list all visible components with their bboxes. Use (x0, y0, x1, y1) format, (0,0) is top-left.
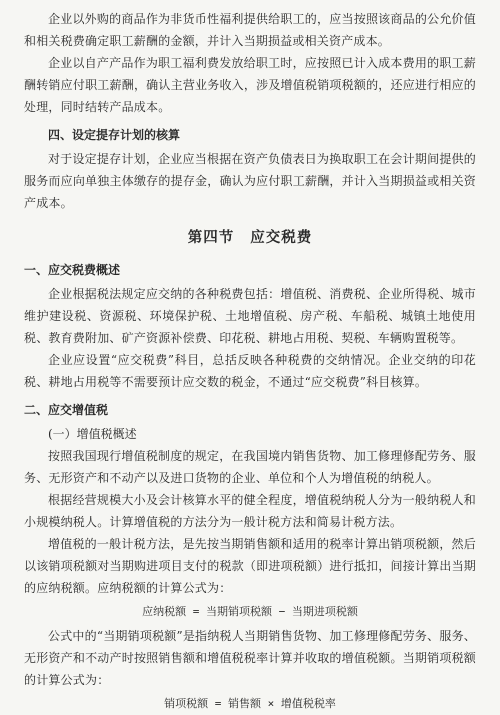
paragraph: 根据经营规模大小及会计核算水平的健全程度，增值税纳税人分为一般纳税人和小规模纳税人。计算增值税的方法分为一般计税方法和简易计税方法。 (24, 493, 476, 529)
paragraph: 按照我国现行增值税制度的规定，在我国境内销售货物、加工修理修配劳务、服务、无形资产和不动产以及进口货物的企业、单位和个人为增值税的纳税人。 (24, 449, 476, 485)
paragraph: 企业应设置“应交税费”科目，总括反映各种税费的交纳情况。企业交纳的印花税、耕地占用税等不需要预计应交数的税金，不通过“应交税费”科目核算。 (24, 353, 476, 389)
paragraph: 企业以自产产品作为职工福利费发放给职工时，应按照已计入成本费用的职工薪酬转销应付职工薪酬，确认主营业务收入，涉及增值税销项税额的，还应进行相应的处理，同时结转产品成本。 (24, 56, 476, 114)
section-title (24, 226, 476, 247)
paragraph: 公式中的“当期销项税额”是指纳税人当期销售货物、加工修理修配劳务、服务、无形资产和不动产时按照销售额和增值税税率计算并收取的增值税额。当期销项税额的计算公式为： (24, 629, 476, 687)
paragraph: 对于设定提存计划，企业应当根据在资产负债表日为换取职工在会计期间提供的服务而应向单独主体缴存的提存金，确认为应付职工薪酬，并计入当期损益或相关资产成本。 (24, 152, 476, 210)
formula: 销项税额 = 销售额 × 增值税税率 (164, 697, 336, 710)
heading-level-2: 二、应交增值税 (24, 403, 109, 417)
paragraph: 企业以外购的商品作为非货币性福利提供给职工的，应当按照该商品的公允价值和相关税费确定职工薪酬的金额，并计入当期损益或相关资产成本。 (24, 12, 476, 48)
paragraph: 增值税的一般计税方法，是先按当期销售额和适用的税率计算出销项税额，然后以该销项税额对当期购进项目支付的税款（即进项税额）进行抵扣，间接计算出当期的应纳税额。应纳税额的计算公式为： (24, 537, 476, 595)
heading-level-3: (一）增值税概述 (48, 427, 137, 441)
paragraph: 企业根据税法规定应交纳的各种税费包括：增值税、消费税、企业所得税、城市维护建设税、资源税、环境保护税、土地增值税、房产税、车船税、城镇土地使用税、教育费附加、矿产资源补偿费、印花税、耕地占用税、契税、车辆购置税等。 (24, 287, 476, 345)
section-name: 应交税费 (250, 230, 313, 246)
heading-level-2: 四、设定提存计划的核算 (48, 128, 181, 142)
formula: 应纳税额 = 当期销项税额 − 当期进项税额 (142, 605, 358, 618)
heading-level-2: 一、应交税费概述 (24, 263, 121, 277)
section-number: 第四节 (187, 230, 235, 246)
